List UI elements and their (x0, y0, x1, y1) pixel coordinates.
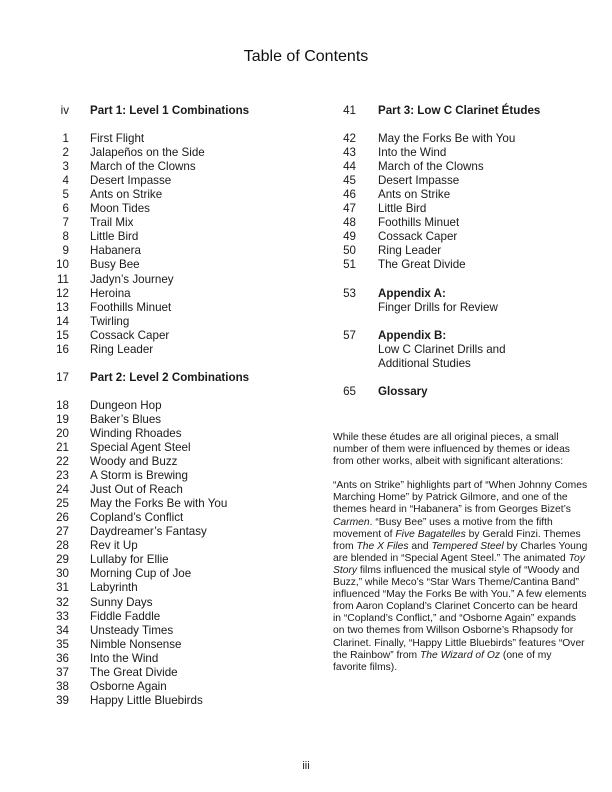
toc-page-number: 10 (56, 258, 69, 272)
toc-page-number: 65 (343, 384, 356, 398)
toc-page-number: 24 (56, 483, 69, 497)
toc-page-number: 44 (343, 160, 356, 174)
toc-page-number: 12 (56, 286, 69, 300)
toc-appendix-b (325, 329, 595, 371)
toc-part-2-list (40, 399, 310, 708)
toc-entry-title: Foothills Minuet (90, 300, 172, 314)
toc-entry-title: Cossack Caper (378, 230, 458, 244)
work-title: Five Bagatelles (395, 528, 466, 540)
toc-entry (40, 581, 310, 595)
toc-entry-title: Osborne Again (90, 679, 167, 693)
toc-page-number: 22 (56, 455, 69, 469)
toc-entry (40, 483, 310, 497)
toc-entry (40, 427, 310, 441)
toc-page-number: 29 (56, 553, 69, 567)
toc-entry (40, 511, 310, 525)
toc-entry (40, 652, 310, 666)
toc-entry-title: March of the Clowns (378, 160, 484, 174)
toc-entry-title: Desert Impasse (90, 174, 172, 188)
toc-entry-title: Copland’s Conflict (90, 511, 184, 525)
toc-page-number: 7 (62, 216, 69, 230)
toc-entry (40, 539, 310, 553)
toc-entry-title: Happy Little Bluebirds (90, 693, 203, 707)
toc-entry (40, 160, 310, 174)
toc-entry (325, 132, 595, 146)
toc-entry (40, 244, 310, 258)
toc-entry (40, 273, 310, 287)
toc-left-column (40, 104, 310, 708)
toc-entry (40, 638, 310, 652)
toc-entry-title: Foothills Minuet (378, 216, 460, 230)
toc-page-number: 23 (56, 469, 69, 483)
toc-page-number: 32 (56, 595, 69, 609)
toc-entry-title: Into the Wind (378, 146, 447, 160)
toc-page-number: 16 (56, 342, 69, 356)
toc-page-number: 57 (343, 328, 356, 342)
toc-entry (325, 244, 595, 258)
toc-entry (40, 188, 310, 202)
toc-entry (40, 413, 310, 427)
toc-page-number: 15 (56, 328, 69, 342)
toc-entry-title: Trail Mix (90, 216, 134, 230)
toc-entry-title: Rev it Up (90, 539, 138, 553)
toc-page-number: 37 (56, 665, 69, 679)
toc-entry-title: Labyrinth (90, 581, 138, 595)
page-title: Table of Contents (243, 48, 369, 65)
toc-entry-title: Twirling (90, 314, 130, 328)
toc-page-number: 26 (56, 511, 69, 525)
toc-entry-title: Sunny Days (90, 595, 153, 609)
toc-entry (40, 666, 310, 680)
toc-entry-title: Daydreamer’s Fantasy (90, 525, 207, 539)
toc-entry (325, 160, 595, 174)
toc-page-number: 47 (343, 202, 356, 216)
toc-glossary (325, 385, 595, 399)
toc-entry (325, 202, 595, 216)
toc-page-number: 17 (56, 370, 69, 384)
toc-entry-title: Busy Bee (90, 258, 140, 272)
toc-entry-title: Jalapeños on the Side (90, 146, 205, 160)
toc-page-number: 6 (62, 202, 69, 216)
toc-entry-title: Cossack Caper (90, 328, 170, 342)
toc-page-number: 33 (56, 609, 69, 623)
toc-section-title: Glossary (378, 384, 428, 398)
toc-page-number: 28 (56, 539, 69, 553)
toc-entry (40, 610, 310, 624)
notes-intro-paragraph: While these études are all original pieces, a small number of them were influenced by themes or ideas from other works, albeit with significant alterations: (333, 432, 570, 468)
toc-appendix-a (325, 287, 595, 315)
toc-page-number: 38 (56, 679, 69, 693)
toc-entry-title: Little Bird (378, 202, 427, 216)
toc-entry-title: The Great Divide (378, 258, 466, 272)
toc-page-number: 46 (343, 188, 356, 202)
toc-entry-title: Special Agent Steel (90, 440, 191, 454)
toc-page-number: 18 (56, 398, 69, 412)
toc-page-number: 3 (62, 160, 69, 174)
toc-entry (40, 230, 310, 244)
toc-entry (40, 399, 310, 413)
toc-entry-title: Heroina (90, 286, 131, 300)
toc-page-number: 31 (56, 581, 69, 595)
toc-page-number: 2 (62, 146, 69, 160)
toc-page-number: iv (60, 104, 69, 117)
toc-entry (40, 525, 310, 539)
toc-entry (40, 497, 310, 511)
toc-page-number: 41 (343, 104, 356, 117)
toc-section-title: Part 1: Level 1 Combinations (90, 104, 250, 117)
toc-entry (40, 132, 310, 146)
notes-influences-paragraph: “Ants on Strike” highlights part of “When Johnny Comes Marching Home” by Patrick Gilmore, and one of the themes heard in “Habanera” is from Georges Bizet’s Carmen. “Busy Bee” uses a motive from the fifth movement of Five Bagatelles by Gerald Finzi. Themes from The X Files and Tempered Steel by Charles Young are blended in “Special Agent Steel.” The animated Toy Story films influenced the musical style of “Woody and Buzz,” while Meco’s “Star Wars Theme/Cantina Band” influenced “May the Forks Be with You.” A few elements from Aaron Copland’s Clarinet Concerto can be heard in “Copland’s Conflict,” and “Osborne Again” expands on two themes from Willson Osborne’s Rhapsody for Clarinet. Finally, “Happy Little Bluebirds” features “Over the Rainbow” from The Wizard of Oz (one of my favorite films). (333, 480, 588, 673)
toc-page-number: 53 (343, 286, 356, 300)
toc-page-number: 8 (62, 230, 69, 244)
toc-entry (40, 441, 310, 455)
toc-page-number: 20 (56, 426, 69, 440)
toc-entry (40, 202, 310, 216)
toc-entry (40, 553, 310, 567)
toc-entry (40, 146, 310, 160)
toc-entry (40, 680, 310, 694)
toc-entry-title: A Storm is Brewing (90, 469, 188, 483)
appendix-b-subtitle-line-2: Additional Studies (378, 356, 471, 370)
toc-entry-title: May the Forks Be with You (90, 497, 228, 511)
toc-page-number: 45 (343, 174, 356, 188)
toc-entry-title: Baker’s Blues (90, 412, 162, 426)
influences-notes (333, 432, 588, 686)
toc-entry (40, 469, 310, 483)
toc-page-number: 4 (62, 174, 69, 188)
toc-entry-title: Moon Tides (90, 202, 150, 216)
toc-entry (325, 146, 595, 160)
toc-entry-title: Morning Cup of Joe (90, 567, 192, 581)
toc-page-number: 30 (56, 567, 69, 581)
work-title: Carmen (333, 516, 370, 528)
toc-page-number: 35 (56, 637, 69, 651)
toc-entry (40, 343, 310, 357)
toc-entry-title: Ants on Strike (90, 188, 163, 202)
toc-entry (40, 624, 310, 638)
toc-page-number: 11 (56, 272, 69, 286)
toc-part-1-heading (40, 104, 310, 118)
toc-page-number: 5 (62, 188, 69, 202)
toc-entry-title: Nimble Nonsense (90, 637, 182, 651)
toc-entry (40, 174, 310, 188)
toc-entry (325, 216, 595, 230)
toc-entry (40, 455, 310, 469)
toc-page-number: 36 (56, 651, 69, 665)
toc-entry (40, 258, 310, 272)
toc-entry-title: Habanera (90, 244, 141, 258)
toc-page-number: 14 (56, 314, 69, 328)
toc-part-2-heading (40, 371, 310, 385)
toc-entry-title: Ring Leader (90, 342, 154, 356)
toc-entry (40, 596, 310, 610)
toc-entry (40, 216, 310, 230)
toc-entry-title: The Great Divide (90, 665, 178, 679)
toc-entry-title: Winding Rhoades (90, 426, 182, 440)
toc-page-number: 43 (343, 146, 356, 160)
appendix-a-heading: Appendix A: (378, 286, 446, 300)
toc-entry (40, 301, 310, 315)
appendix-b-subtitle-line-1: Low C Clarinet Drills and (378, 342, 506, 356)
toc-page-number: 1 (62, 132, 69, 146)
toc-entry-title: Fiddle Faddle (90, 609, 161, 623)
toc-entry (325, 258, 595, 272)
work-title: The X Files (356, 540, 409, 552)
toc-entry-title: Ring Leader (378, 244, 442, 258)
toc-page-number: 27 (56, 525, 69, 539)
toc-entry-title: Woody and Buzz (90, 455, 178, 469)
toc-entry-title: March of the Clowns (90, 160, 196, 174)
toc-entry (325, 230, 595, 244)
toc-page-number: 34 (56, 623, 69, 637)
toc-entry-title: Ants on Strike (378, 188, 451, 202)
toc-entry-title: Desert Impasse (378, 174, 460, 188)
toc-entry (40, 287, 310, 301)
toc-entry-title: First Flight (90, 132, 145, 146)
toc-part-3-list (325, 132, 595, 272)
toc-page-number: 51 (343, 258, 356, 272)
toc-entry-title: Jadyn’s Journey (90, 272, 174, 286)
toc-page-number: 21 (56, 440, 69, 454)
toc-entry (40, 567, 310, 581)
toc-page-number: 48 (343, 216, 356, 230)
toc-section-title: Part 3: Low C Clarinet Études (378, 104, 541, 117)
toc-part-3-heading (325, 104, 595, 118)
toc-entry-title: May the Forks Be with You (378, 132, 516, 146)
toc-entry-title: Unsteady Times (90, 623, 174, 637)
toc-entry (325, 188, 595, 202)
toc-entry (40, 315, 310, 329)
toc-entry (40, 694, 310, 708)
work-title: Tempered Steel (431, 540, 504, 552)
toc-page-number: 49 (343, 230, 356, 244)
toc-page-number: 19 (56, 412, 69, 426)
page-number: iii (302, 760, 310, 772)
toc-entry-title: Lullaby for Ellie (90, 553, 169, 567)
toc-right-column (325, 104, 595, 399)
toc-entry-title: Little Bird (90, 230, 139, 244)
toc-page-number: 50 (343, 244, 356, 258)
toc-entry-title: Just Out of Reach (90, 483, 183, 497)
toc-page-number: 42 (343, 132, 356, 146)
appendix-a-subtitle: Finger Drills for Review (378, 300, 498, 314)
toc-entry (40, 329, 310, 343)
toc-page-number: 39 (56, 693, 69, 707)
toc-page-number: 13 (56, 300, 69, 314)
toc-entry-title: Dungeon Hop (90, 398, 162, 412)
work-title: Toy Story (333, 552, 585, 576)
toc-entry (325, 174, 595, 188)
toc-entry-title: Into the Wind (90, 651, 159, 665)
work-title: The Wizard of Oz (420, 649, 501, 661)
toc-page-number: 25 (56, 497, 69, 511)
toc-part-1-list (40, 132, 310, 357)
toc-page-number: 9 (62, 244, 69, 258)
toc-section-title: Part 2: Level 2 Combinations (90, 370, 250, 384)
appendix-b-heading: Appendix B: (378, 328, 447, 342)
